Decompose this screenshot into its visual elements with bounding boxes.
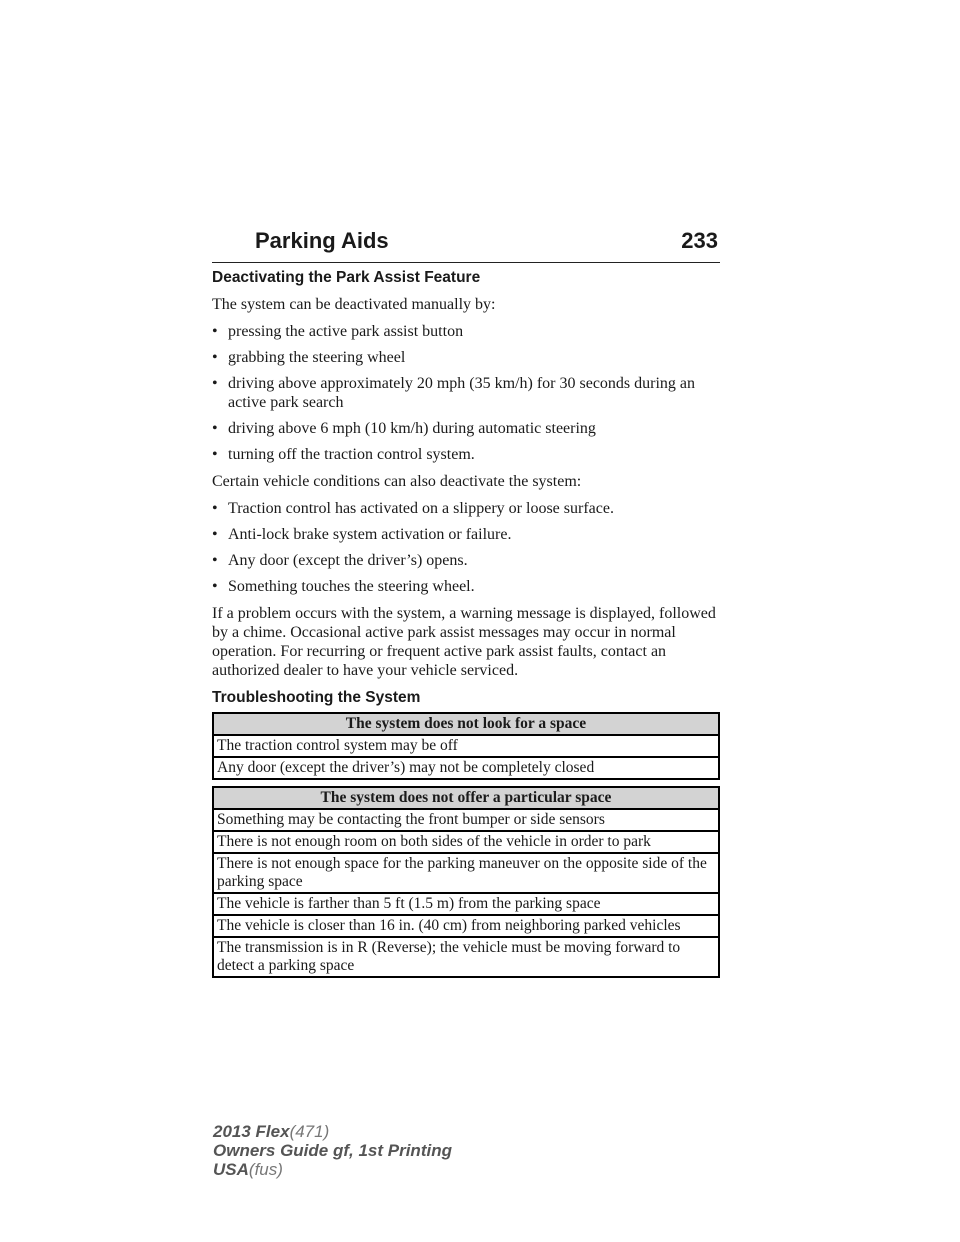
no-space-search-table [212,712,720,780]
table-row: The transmission is in R (Reverse); the vehicle must be moving forward to detect a parking space [213,937,719,977]
footer-line-guide: Owners Guide gf, 1st Printing [213,1141,452,1160]
manual-deactivation-list [212,322,720,464]
list-item: • driving above 6 mph (10 km/h) during automatic steering [212,420,596,437]
table-row: The vehicle is farther than 5 ft (1.5 m) from the parking space [213,893,719,915]
deactivating-intro: The system can be deactivated manually by: [212,296,496,313]
list-item: • Something touches the steering wheel. [212,578,475,595]
bullet-icon: • [212,349,218,366]
table-header: The system does not look for a space [213,713,719,735]
conditions-list [212,499,720,596]
list-item: • pressing the active park assist button [212,323,464,340]
bullet-icon: • [212,323,218,340]
footer-line-model: 2013 Flex(471) [213,1122,330,1141]
bullet-icon: • [212,420,218,437]
table-row: Any door (except the driver’s) may not be completely closed [213,757,719,779]
page-number: 233 [681,228,718,253]
page-content [212,268,720,984]
section-title: Parking Aids [255,228,389,253]
bullet-icon: • [212,526,218,543]
footer-line-market: USA(fus) [213,1160,283,1179]
bullet-icon: • [212,552,218,569]
print-footer [213,1122,452,1179]
table-row: The traction control system may be off [213,735,719,757]
table-row: There is not enough space for the parking maneuver on the opposite side of the parking space [213,853,719,893]
table-row: There is not enough room on both sides of the vehicle in order to park [213,831,719,853]
table-row: Something may be contacting the front bumper or side sensors [213,809,719,831]
table-header: The system does not offer a particular space [213,787,719,809]
table-row: The vehicle is closer than 16 in. (40 cm) from neighboring parked vehicles [213,915,719,937]
troubleshooting-heading: Troubleshooting the System [212,689,421,706]
page-header [212,228,720,263]
bullet-icon: • [212,500,218,517]
bullet-icon: • [212,375,218,392]
no-space-offer-table [212,786,720,978]
list-item: • Anti-lock brake system activation or failure. [212,526,512,543]
list-item: • driving above approximately 20 mph (35 km/h) for 30 seconds during an active park search [212,375,696,411]
bullet-icon: • [212,446,218,463]
list-item: • turning off the traction control system. [212,446,475,463]
list-item: • Any door (except the driver’s) opens. [212,552,468,569]
problem-paragraph: If a problem occurs with the system, a warning message is displayed, followed by a chime. Occasional active park assist messages may occur in normal operation. For recurring or frequent active park assist faults, contact an authorized dealer to have your vehicle serviced. [212,605,716,679]
conditions-intro: Certain vehicle conditions can also deactivate the system: [212,473,582,490]
deactivating-heading: Deactivating the Park Assist Feature [212,269,481,286]
list-item: • Traction control has activated on a slippery or loose surface. [212,500,614,517]
bullet-icon: • [212,578,218,595]
list-item: • grabbing the steering wheel [212,349,406,366]
